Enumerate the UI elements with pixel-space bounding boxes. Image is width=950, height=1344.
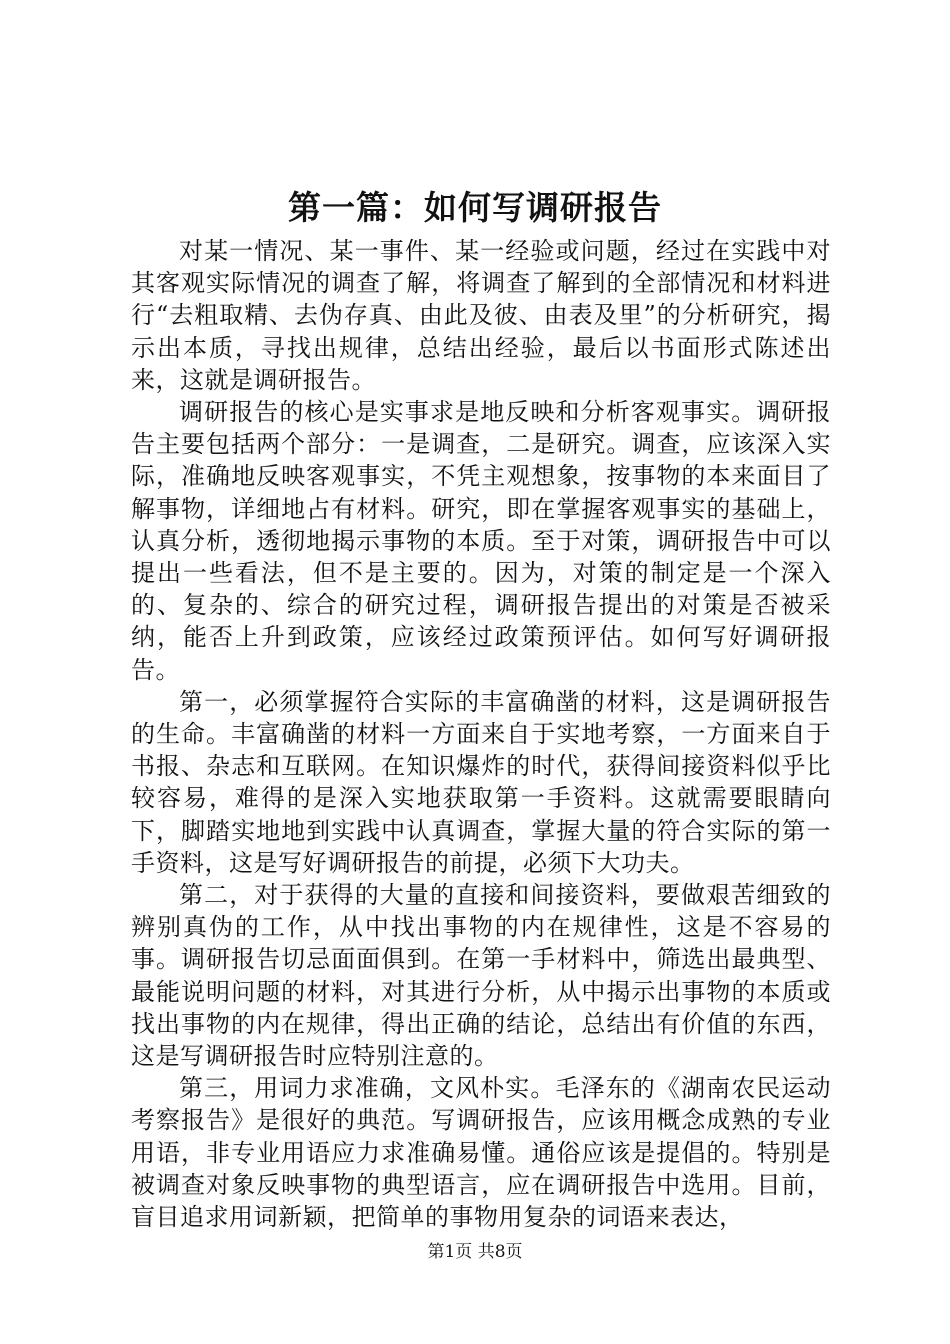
paragraph-1: 对某一情况、某一事件、某一经验或问题，经过在实践中对其客观实际情况的调查了解，将调查了解到的全部情况和材料进行“去粗取精、去伪存真、由此及彼、由表及里”的分析研究，揭示出本质，寻找出规律，总结出经验，最后以书面形式陈述出来，这就是调研报告。 — [131, 237, 831, 394]
paragraph-4: 第二，对于获得的大量的直接和间接资料，要做艰苦细致的辨别真伪的工作，从中找出事物的内在规律性，这是不容易的事。调研报告切忌面面俱到。在第一手材料中，筛选出最典型、最能说明问题的材料，对其进行分析，从中揭示出事物的本质或找出事物的内在规律，得出正确的结论，总结出有价值的东西，这是写调研报告时应特别注意的。 — [131, 881, 831, 1071]
paragraph-5: 第三，用词力求准确，文风朴实。毛泽东的《湖南农民运动考察报告》是很好的典范。写调研报告，应该用概念成熟的专业用语，非专业用语应力求准确易懂。通俗应该是提倡的。特别是被调查对象反映事物的典型语言，应在调研报告中选用。目前，盲目追求用词新颖，把简单的事物用复杂的词语来表达， — [131, 1074, 831, 1232]
document-title: 第一篇：如何写调研报告 — [288, 188, 662, 227]
paragraph-2: 调研报告的核心是实事求是地反映和分析客观事实。调研报告主要包括两个部分：一是调查，二是研究。调查，应该深入实际，准确地反映客观事实，不凭主观想象，按事物的本来面目了解事物，详细地占有材料。研究，即在掌握客观事实的基础上，认真分析，透彻地揭示事物的本质。至于对策，调研报告中可以提出一些看法，但不是主要的。因为，对策的制定是一个深入的、复杂的、综合的研究过程，调研报告提出的对策是否被采纳，能否上升到政策，应该经过政策预评估。如何写好调研报告。 — [131, 398, 831, 684]
document-body — [131, 235, 831, 1233]
page-number-footer: 第1页 共8页 — [427, 1242, 523, 1262]
paragraph-3: 第一，必须掌握符合实际的丰富确凿的材料，这是调研报告的生命。丰富确凿的材料一方面来自于实地考察，一方面来自于书报、杂志和互联网。在知识爆炸的时代，获得间接资料似乎比较容易，难得的是深入实地获取第一手资料。这就需要眼睛向下，脚踏实地地到实践中认真调查，掌握大量的符合实际的第一手资料，这是写好调研报告的前提，必须下大功夫。 — [131, 687, 831, 877]
